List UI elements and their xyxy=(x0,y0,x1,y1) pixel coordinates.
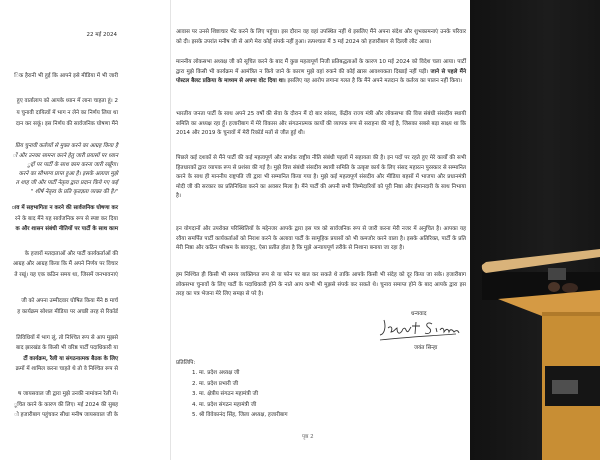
letter-date: 22 मई 2024 xyxy=(86,32,117,38)
paragraph-2-text: माननीय लोकसभा अध्यक्ष जी को सूचित करने के बाद मैं कुछ महत्वपूर्ण निजी प्रतिबद्धताओं के कारण 10 मई 2024 को विदेश चला आया। पार्टी द्वारा मुझे किसी भी कार्यक्रम में आमंत्रित न किये जाने के कारण मुझे वहां रुकने की कोई ख़ास आवश्यकता दिखाई नहीं पड़ी। xyxy=(176,59,466,75)
paragraph-2 xyxy=(176,58,466,87)
previous-page-line: य चुनावी दायित्वों में भाग न लेने का निर्णय लिया था xyxy=(16,110,118,116)
paragraph-1: आवास पर उनसे शिष्टाचार भेंट करने के लिए पहुंचा। इस दौरान वह वहां उपस्थित नहीं थे इसलिए मैंने अपना संदेश और शुभकामनाएं उनके परिवार को दी। इसके उपरांत मनीष जी से आगे मेरा कोई संपर्क नहीं हुआ। तत्पश्चात मैं 3 मई 2024 को हजारीबाग से दिल्ली लौट आया। xyxy=(176,29,466,45)
paragraph-3: भारतीय जनता पार्टी के साथ अपने 25 वर्षों की सेवा के दौरान मैं दो बार सांसद, केंद्रीय राज्य मंत्री और लोकसभा की वित्त संबंधी संसदीय स्थायी समिति का अध्यक्ष रहा हूँ। हजारीबाग में मेरे विकास और संगठनात्मक कार्यों की व्यापक रूप से सराहना की गई है, जिसका सबसे बड़ा साक्ष्य था कि 2014 और 2019 के चुनावों में मेरी रिकॉर्ड मतों से जीत हुई थी। xyxy=(176,111,466,136)
cc-label: प्रतिलिपि: xyxy=(176,360,196,366)
cc-item: 4. मा. प्रदेश संगठन महामंत्री जी xyxy=(199,400,288,411)
previous-page-line: रने के बाद मैंने यह सार्वजनिक रूप से स्पष्ट कर दिया xyxy=(15,216,118,222)
previous-page-line: ूचित करने के कारण की लिए। मई 2024 की सुबह xyxy=(13,402,118,408)
previous-page-line: बाद झारखंड के किसी भी वरिष्ठ पार्टी पदाधिकारी या xyxy=(16,345,118,351)
previous-page-line: ों और उनका सामना करने हेतु जारी प्रयासों पर ध्यान xyxy=(12,153,118,159)
signatory-name: जयंत सिन्हा xyxy=(414,345,438,351)
paragraph-4: पिछले कई दशकों से मैंने पार्टी की कई महत्वपूर्ण और सार्थक राष्ट्रीय नीति संबंधी पहलों में सहायता की है। इन पदों पर रहते हुए मेरे कार्यों की सभी हितधारकों द्वारा व्यापक रूप से प्रशंसा की गई है। मुझे वित्त संबंधी संसदीय स्थायी समिति के उत्कृष्ट कार्य के लिए संसद महारत्न पुरस्कार से सम्मानित करने के साथ ही माननीय राष्ट्रपति जी द्वारा भी सम्मानित किया गया है। मुझे कई महत्वपूर्ण संसदीय और मीडिया बहसों में भाजपा और प्रधानमंत्री मोदी जी की सरकार का प्रतिनिधित्व करने का अवसर मिला है। मैंने पार्टी की अपनी सभी जिम्मेदारियों को पूरी निष्ठा और ईमानदारी के साथ निभाया है। xyxy=(176,155,466,199)
signature-image xyxy=(376,316,468,344)
cc-item: 5. श्री विवेकानंद सिंह, जिला अध्यक्ष, हजारीबाग xyxy=(199,410,288,421)
previous-page-line: जी को अपना उम्मीदवार घोषित किया मैंने 8 मार्च xyxy=(21,298,118,304)
letter-page-2 xyxy=(171,0,470,460)
cc-item: 1. मा. प्रदेश अध्यक्ष जी xyxy=(199,368,288,379)
previous-page-line: ाव में सहभागिता न करने की सार्वजनिक घोषणा कर xyxy=(11,205,118,211)
previous-page-line: त शाह जी और पार्टी नेतृत्व द्वारा प्रदान किये गए कई xyxy=(15,180,118,186)
previous-page-line: " शीर्ष नेतृत्व के प्रति कृतज्ञता व्यक्त की है।" xyxy=(30,189,118,195)
cc-item: 2. मा. प्रदेश प्रभारी जी xyxy=(199,379,288,390)
podium-image xyxy=(470,0,600,460)
previous-page-line: क और शासन संबंधी नीतियों पर पार्टी के साथ काम xyxy=(15,226,118,232)
previous-page-line: हुए वार्तालाप को आपके ध्यान में लाना चाहता हूं। 2 xyxy=(16,98,118,104)
paragraph-5: इन योगदानों और उपरोक्त परिस्थितियों के मद्देनजर आपके द्वारा इस पत्र को सार्वजनिक रूप से जारी करना मेरी नजर में अनुचित है। आपका यह रवैया समर्पित पार्टी कार्यकर्ताओं को निराश करने के अलावा पार्टी के सामूहिक प्रयासों को भी कमजोर करने वाला है। इसके अतिरिक्त, पार्टी के प्रति मेरी निष्ठा और कठिन परिश्रम के बावजूद, ऐसा प्रतीत होता है कि मुझे अन्यायपूर्ण तरीके से निशाना बनाया जा रहा है। xyxy=(176,226,466,251)
previous-page-line: क्रमों में शामिल करना चाहते थे तो वे निश्चित रूप से xyxy=(15,366,118,372)
paragraph-2-tail: इसलिए यह आरोप लगाना गलत है कि मैंने अपने मतदान के कर्तव्य का पालन नहीं किया। xyxy=(285,78,462,84)
previous-page-line: ुद्दों पर पार्टी के साथ काम करना जारी रखूँगा। xyxy=(27,162,118,168)
previous-page-line: ह कार्यक्रम सोशल मीडिया पर अच्छी तरह से रिकॉर्ड xyxy=(17,309,118,315)
previous-page-line: के हजारों मतदाताओं और पार्टी कार्यकर्ताओं की xyxy=(24,251,118,257)
previous-page-line: करने का सौभाग्य प्राप्त हुआ है। इसके अलावा मुझे xyxy=(18,171,118,177)
previous-page-line: प्रिय चुनावी कर्तव्यों से मुक्त करने का आग्रह किया है xyxy=(15,143,118,149)
cc-list xyxy=(189,368,288,421)
previous-page-line: ष जायसवाल जी द्वारा मुझे उनकी नामांकन रैली में। xyxy=(18,391,118,397)
previous-page-line: िक हैरानी भी हुई कि आपने इसे मीडिया में भी जारी xyxy=(14,73,118,79)
page-number: पृष्ठ 2 xyxy=(302,434,314,440)
previous-page-line: ो हजारीबाग पहुंचकर सीधा मनीष जायसवाल जी के xyxy=(14,412,118,418)
paragraph-2-bold: जाने से पहले मैंने पोस्टल बैलट प्रक्रिया के माध्यम से अपना वोट दिया था। xyxy=(176,68,466,84)
previous-page xyxy=(0,0,171,460)
previous-page-line: र्टी कार्यक्रम, रैली या संगठनात्मक बैठक के लिए xyxy=(23,356,118,362)
podium-photo xyxy=(470,0,600,460)
cc-item: 3. मा. क्षेत्रीय संगठन महामंत्री जी xyxy=(199,389,288,400)
previous-page-line: आग्रह और आग्रह किया कि मैं अपने निर्णय पर विचार xyxy=(12,261,118,267)
previous-page-line: दान कर सकूं। इस निर्णय की सार्वजनिक घोषणा मैंने xyxy=(15,121,118,127)
closing-thanks: धन्यवाद xyxy=(411,311,427,317)
paragraph-6: हम निश्चित ही किसी भी समय व्यक्तिगत रूप से या फोन पर बात कर सकते थे ताकि आपके किसी भी संदेह को दूर किया जा सके। हजारीबाग लोकसभा चुनावों के लिए पार्टी के पदाधिकारी होने के नाते आप कभी भी मुझसे संपर्क कर सकते थे। चुनाव समाप्त होने के बाद आपके द्वारा इस तरह का पत्र भेजना मेरे लिए समझ से परे है। xyxy=(176,272,466,297)
previous-page-line: तिविधियों में भाग लूं, तो निश्चित रूप से आप मुझसे xyxy=(16,335,118,341)
previous-page-line: ते रखूं। यह एक कठिन समय था, जिसमें जनभावनाएं xyxy=(14,272,118,278)
